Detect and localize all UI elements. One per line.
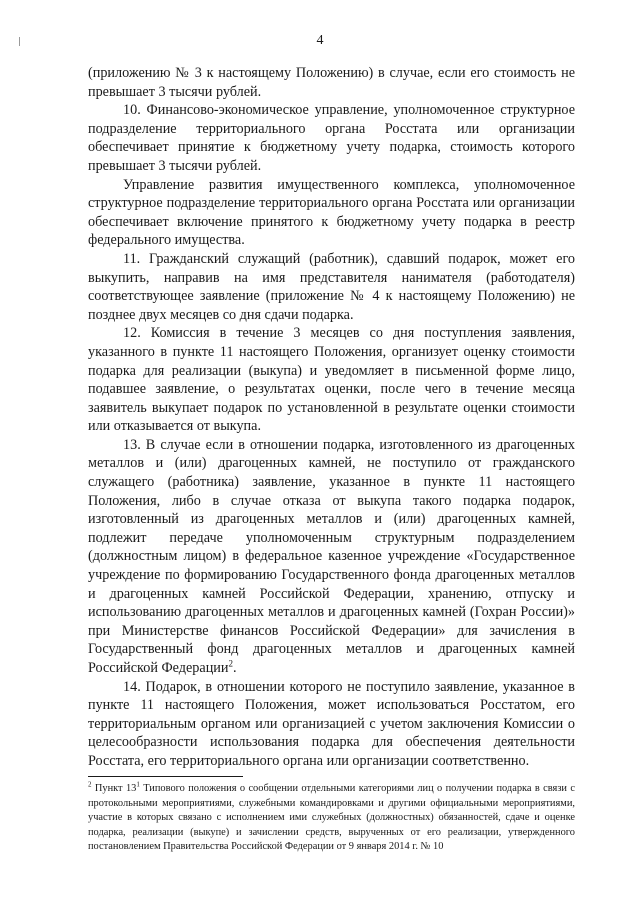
footnote-divider xyxy=(88,776,243,777)
footnote-prefix: Пункт 13 xyxy=(91,783,137,794)
footnote xyxy=(88,782,575,855)
footnote-reference: 2 xyxy=(228,658,233,669)
page-number: 4 xyxy=(316,33,324,48)
footnote-text: Типового положения о сообщении отдельными категориями лиц о получении подарка в связи с протокольными мероприятиями, служебными командировками и другими официальными мероприятиями, участие в которых связано с исполнением ими служебных (должностных) обязанностей, сдаче и оценке подарка, реализации (выкупе) и зачислении средств, вырученных от его реализации, утвержденного постановлением Правительства Российской Федерации от 9 января 2014 г. № 10 xyxy=(88,783,575,853)
paragraph-continuation: (приложению № 3 к настоящему Положению) в случае, если его стоимость не превышает 3 тысячи рублей. xyxy=(88,65,575,100)
footnote-ref-superscript: 1 xyxy=(136,780,140,789)
paragraph-item-13-text: 13. В случае если в отношении подарка, изготовленного из драгоценных металлов и (или) драгоценных камней, не поступило от гражданского служащего (работника) заявление, указанное в пункте 11 настоящего Положения, либо в случае отказа от выкупа такого подарка подарок, изготовленный из драгоценных металлов и (или) драгоценных камней, подлежит передаче уполномоченным структурным подразделением (должностным лицом) в федеральное казенное учреждение «Государственное учреждение по формированию Государственного фонда драгоценных металлов и драгоценных камней Российской Федерации, хранению, отпуску и использованию драгоценных металлов и драгоценных камней (Гохран России)» при Министерстве финансов Российской Федерации» для зачисления в Государственный фонд драгоценных металлов и драгоценных камней Российской Федерации xyxy=(88,436,575,676)
paragraph-item-14: 14. Подарок, в отношении которого не поступило заявление, указанное в пункте 11 настоящего Положения, может использоваться Росстатом, его территориальным органом или организацией с учетом заключения Комиссии о целесообразности использования подарка для обеспечения деятельности Росстата, его территориального органа или организации соответственно. xyxy=(88,678,575,769)
paragraph-item-12: 12. Комиссия в течение 3 месяцев со дня поступления заявления, указанного в пункте 11 настоящего Положения, организует оценку стоимости подарка для реализации (выкупа) и уведомляет в письменной форме лицо, подавшее заявление, о результатах оценки, после чего в течение месяца заявитель выкупает подарок по установленной в результате оценки стоимости или отказывается от выкупа. xyxy=(88,325,575,435)
paragraph-item-11: 11. Гражданский служащий (работник), сдавший подарок, может его выкупить, направив на имя представителя нанимателя (работодателя) соответствующее заявление (приложение № 4 к настоящему Положению) не позднее двух месяцев со дня сдачи подарка. xyxy=(88,250,575,323)
paragraph-property-management: Управление развития имущественного комплекса, уполномоченное структурное подразделение территориального органа Росстата или организации обеспечивает включение принятого к бюджетному учету подарка в реестр федерального имущества. xyxy=(88,176,575,249)
footnote-marker: 2 xyxy=(88,780,92,789)
paragraph-item-10: 10. Финансово-экономическое управление, уполномоченное структурное подразделение территориального органа Росстата или организации обеспечивает принятие к бюджетному учету подарка, стоимость которого превышает 3 тысячи рублей. xyxy=(88,102,575,174)
paragraph-item-13: 13. В случае если в отношении подарка, изготовленного из драгоценных металлов и (или) драгоценных камней, не поступило от гражданского служащего (работника) заявление, указанное в пункте 11 настоящего Положения, либо в случае отказа от выкупа такого подарка подарок, изготовленный из драгоценных металлов и (или) драгоценных камней, подлежит передаче уполномоченным структурным подразделением (должностным лицом) в федеральное казенное учреждение «Государственное учреждение по формированию Государственного фонда драгоценных металлов и драгоценных камней Российской Федерации, хранению, отпуску и использованию драгоценных металлов и драгоценных камней (Гохран России)» при Министерстве финансов Российской Федерации» для зачисления в Государственный фонд драгоценных металлов и драгоценных камней Российской Федерации$^2$. xyxy=(88,436,575,676)
document-body xyxy=(88,64,575,771)
